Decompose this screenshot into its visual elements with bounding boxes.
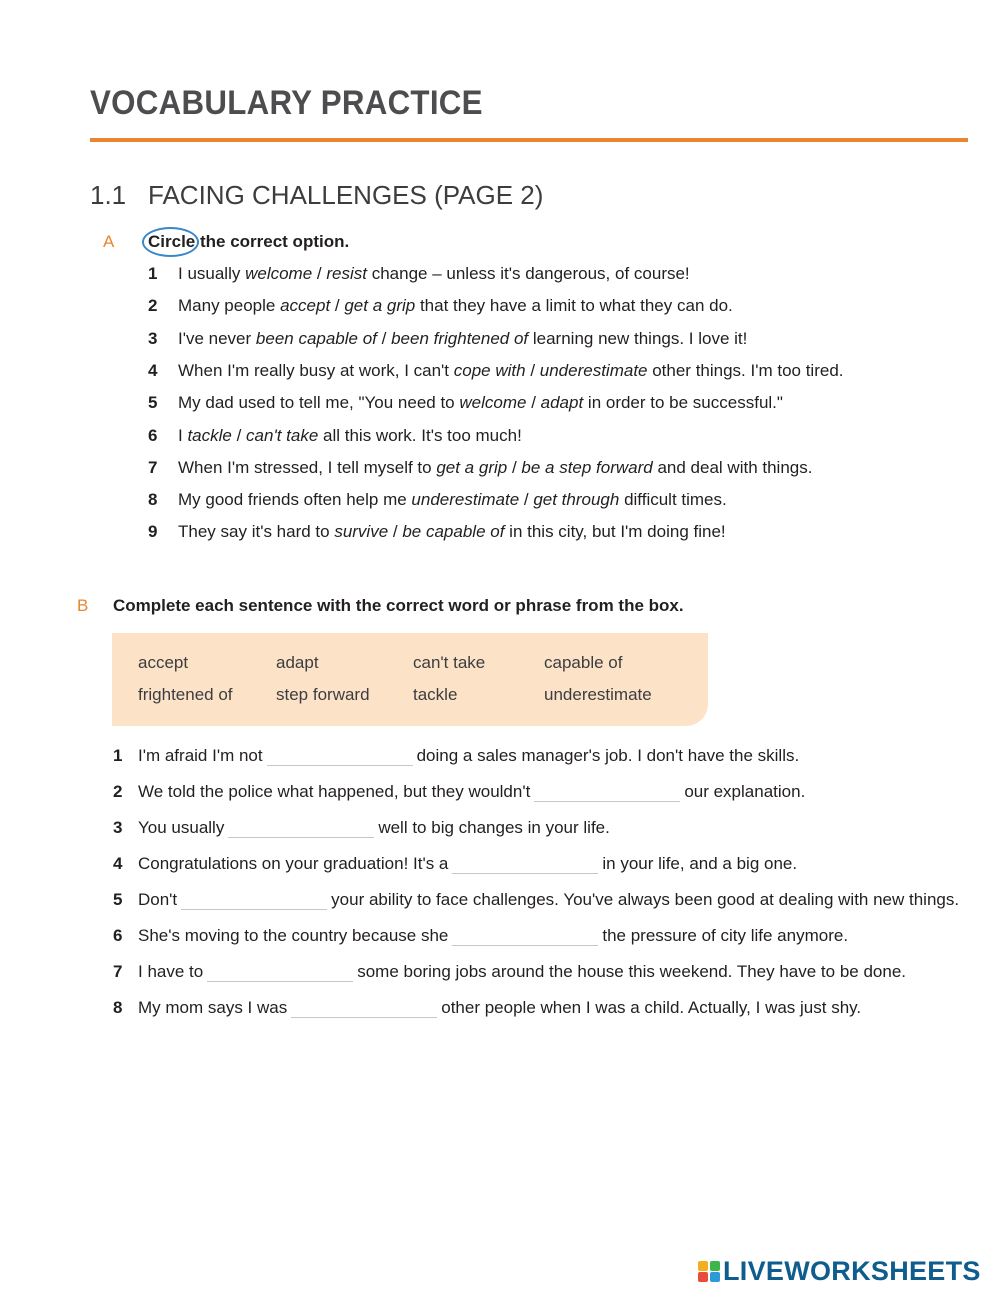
exercise-a-item-5: 5 My dad used to tell me, "You need to welcome / adapt in order to be successful." [148,393,783,412]
option-2[interactable]: get a grip [344,296,416,315]
option-2[interactable]: adapt [540,393,584,412]
option-2[interactable]: get through [533,490,620,509]
exercise-a-item-4: 4 When I'm really busy at work, I can't cope with / underestimate other things. I'm too tired. [148,361,844,380]
answer-blank[interactable] [207,963,353,982]
exercise-b-item-6: 6 She's moving to the country because she the pressure of city life anymore. [113,926,849,945]
section-title: FACING CHALLENGES (PAGE 2) [148,180,544,210]
option-2[interactable]: be capable of [402,522,505,541]
exercise-b-item-3: 3 You usually well to big changes in your life. [113,818,610,837]
exercise-b-item-2: 2 We told the police what happened, but they wouldn't our explanation. [113,782,806,801]
answer-blank[interactable] [291,999,437,1018]
word-box-item: adapt [276,653,319,672]
option-2[interactable]: been frightened of [391,329,529,348]
option-1[interactable]: welcome [459,393,527,412]
answer-blank[interactable] [452,927,598,946]
exercise-a-item-2: 2 Many people accept / get a grip that they have a limit to what they can do. [148,296,733,315]
answer-blank[interactable] [228,819,374,838]
word-box-item: underestimate [544,685,652,704]
word-box-item: step forward [276,685,370,704]
part-a-instruction [148,232,349,252]
option-1[interactable]: cope with [453,361,526,380]
word-box-item: frightened of [138,685,233,704]
option-1[interactable]: underestimate [411,490,520,509]
word-box-item: accept [138,653,189,672]
word-box [112,633,708,726]
option-1[interactable]: welcome [245,264,313,283]
liveworksheets-logo [698,1256,981,1287]
exercise-b-item-8: 8 My mom says I was other people when I was a child. Actually, I was just shy. [113,998,862,1017]
exercise-b-item-1: 1 I'm afraid I'm not doing a sales manager's job. I don't have the skills. [113,746,800,765]
exercise-b-item-5: 5 Don't your ability to face challenges. You've always been good at dealing with new things. [113,890,960,909]
option-1[interactable]: survive [334,522,389,541]
option-1[interactable]: get a grip [436,458,508,477]
exercise-a-item-3: 3 I've never been capable of / been frightened of learning new things. I love it! [148,329,748,348]
circle-highlight: Circle [148,232,196,251]
part-b-instruction: Complete each sentence with the correct word or phrase from the box. [113,596,684,615]
exercise-b-item-7: 7 I have to some boring jobs around the house this weekend. They have to be done. [113,962,906,981]
logo-text: LIVEWORKSHEETS [723,1256,981,1286]
answer-blank[interactable] [267,747,413,766]
title-divider [90,138,968,142]
option-2[interactable]: can't take [246,426,319,445]
option-1[interactable]: accept [280,296,331,315]
section-number: 1.1 [90,180,127,210]
answer-blank[interactable] [534,783,680,802]
word-box-item: can't take [413,653,486,672]
option-2[interactable]: underestimate [539,361,648,380]
option-2[interactable]: be a step forward [521,458,653,477]
option-1[interactable]: been capable of [255,329,377,348]
word-box-item: capable of [544,653,623,672]
exercise-a-item-6: 6 I tackle / can't take all this work. It's too much! [148,426,522,445]
answer-blank[interactable] [452,855,598,874]
exercise-a-item-1: 1 I usually welcome / resist change – unless it's dangerous, of course! [148,264,690,283]
part-a-instruction-text: the correct option. [195,232,350,251]
part-a-label: A [103,232,115,251]
page-title: VOCABULARY PRACTICE [90,84,483,122]
answer-blank[interactable] [181,891,327,910]
exercise-a-item-7: 7 When I'm stressed, I tell myself to get a grip / be a step forward and deal with things. [148,458,813,477]
option-1[interactable]: tackle [187,426,232,445]
exercise-a-item-8: 8 My good friends often help me underestimate / get through difficult times. [148,490,727,509]
part-b-label: B [77,596,89,615]
word-box-item: tackle [413,685,458,704]
section-heading [90,180,543,211]
option-2[interactable]: resist [326,264,367,283]
exercise-b-item-4: 4 Congratulations on your graduation! It's a in your life, and a big one. [113,854,798,873]
exercise-a-item-9: 9 They say it's hard to survive / be capable of in this city, but I'm doing fine! [148,522,726,541]
logo-grid-icon [698,1261,720,1283]
